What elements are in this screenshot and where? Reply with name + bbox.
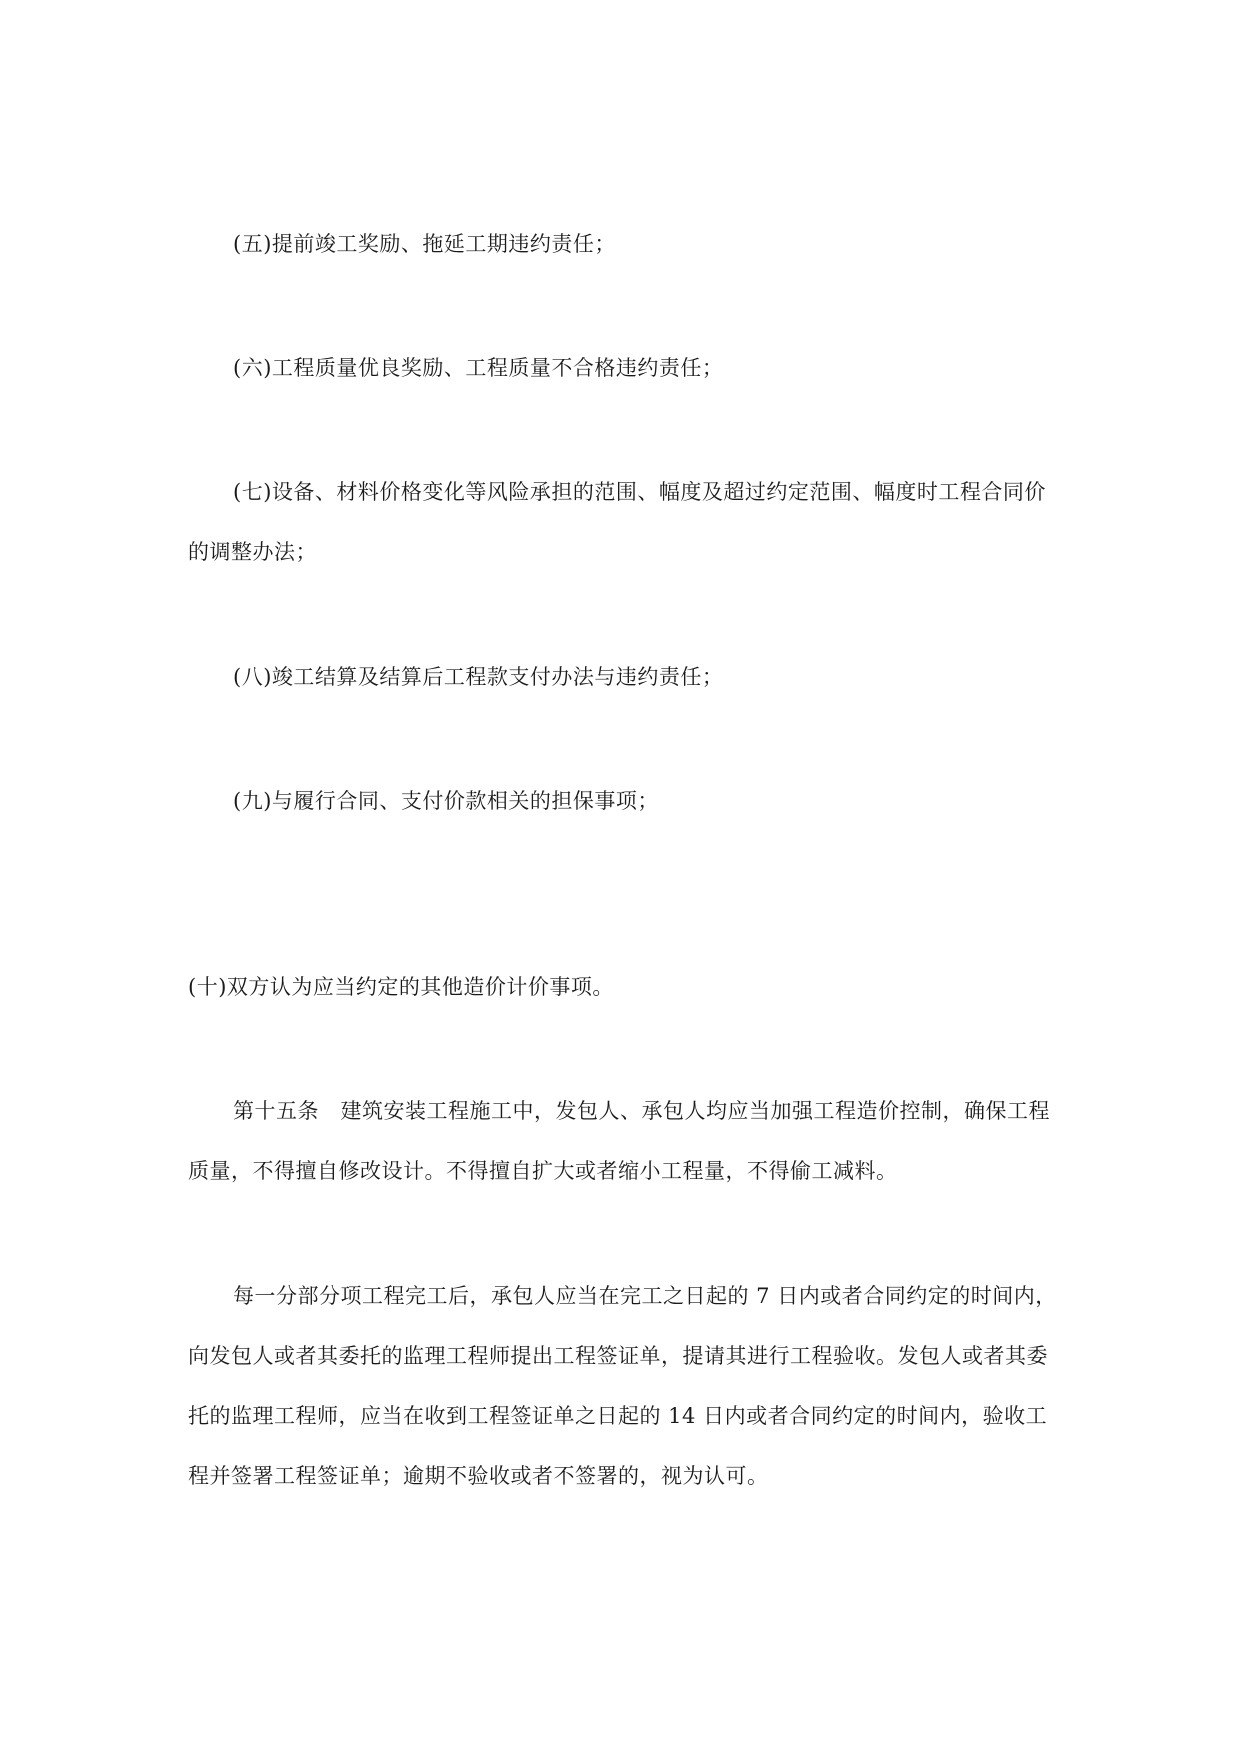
clause-6: (六)工程质量优良奖励、工程质量不合格违约责任； [233,356,724,380]
clause-7-line-2: 的调整办法； [188,540,317,564]
article-15-line-1: 第十五条 建筑安装工程施工中，发包人、承包人均应当加强工程造价控制，确保工程 [233,1099,1050,1123]
paragraph-line-4: 程并签署工程签证单；逾期不验收或者不签署的，视为认可。 [188,1464,769,1488]
paragraph-line-3: 托的监理工程师，应当在收到工程签证单之日起的 14 日内或者合同约定的时间内，验收工 [188,1404,1048,1428]
clause-8: (八)竣工结算及结算后工程款支付办法与违约责任； [233,665,724,689]
clause-5: (五)提前竣工奖励、拖延工期违约责任； [233,232,616,256]
clause-9: (九)与履行合同、支付价款相关的担保事项； [233,789,659,813]
clause-7-line-1: (七)设备、材料价格变化等风险承担的范围、幅度及超过约定范围、幅度时工程合同价 [233,480,1046,504]
paragraph-line-2: 向发包人或者其委托的监理工程师提出工程签证单，提请其进行工程验收。发包人或者其委 [188,1344,1048,1368]
clause-10: (十)双方认为应当约定的其他造价计价事项。 [188,975,614,999]
article-15-line-2: 质量，不得擅自修改设计。不得擅自扩大或者缩小工程量，不得偷工减料。 [188,1159,898,1183]
paragraph-line-1: 每一分部分项工程完工后，承包人应当在完工之日起的 7 日内或者合同约定的时间内， [233,1284,1057,1308]
